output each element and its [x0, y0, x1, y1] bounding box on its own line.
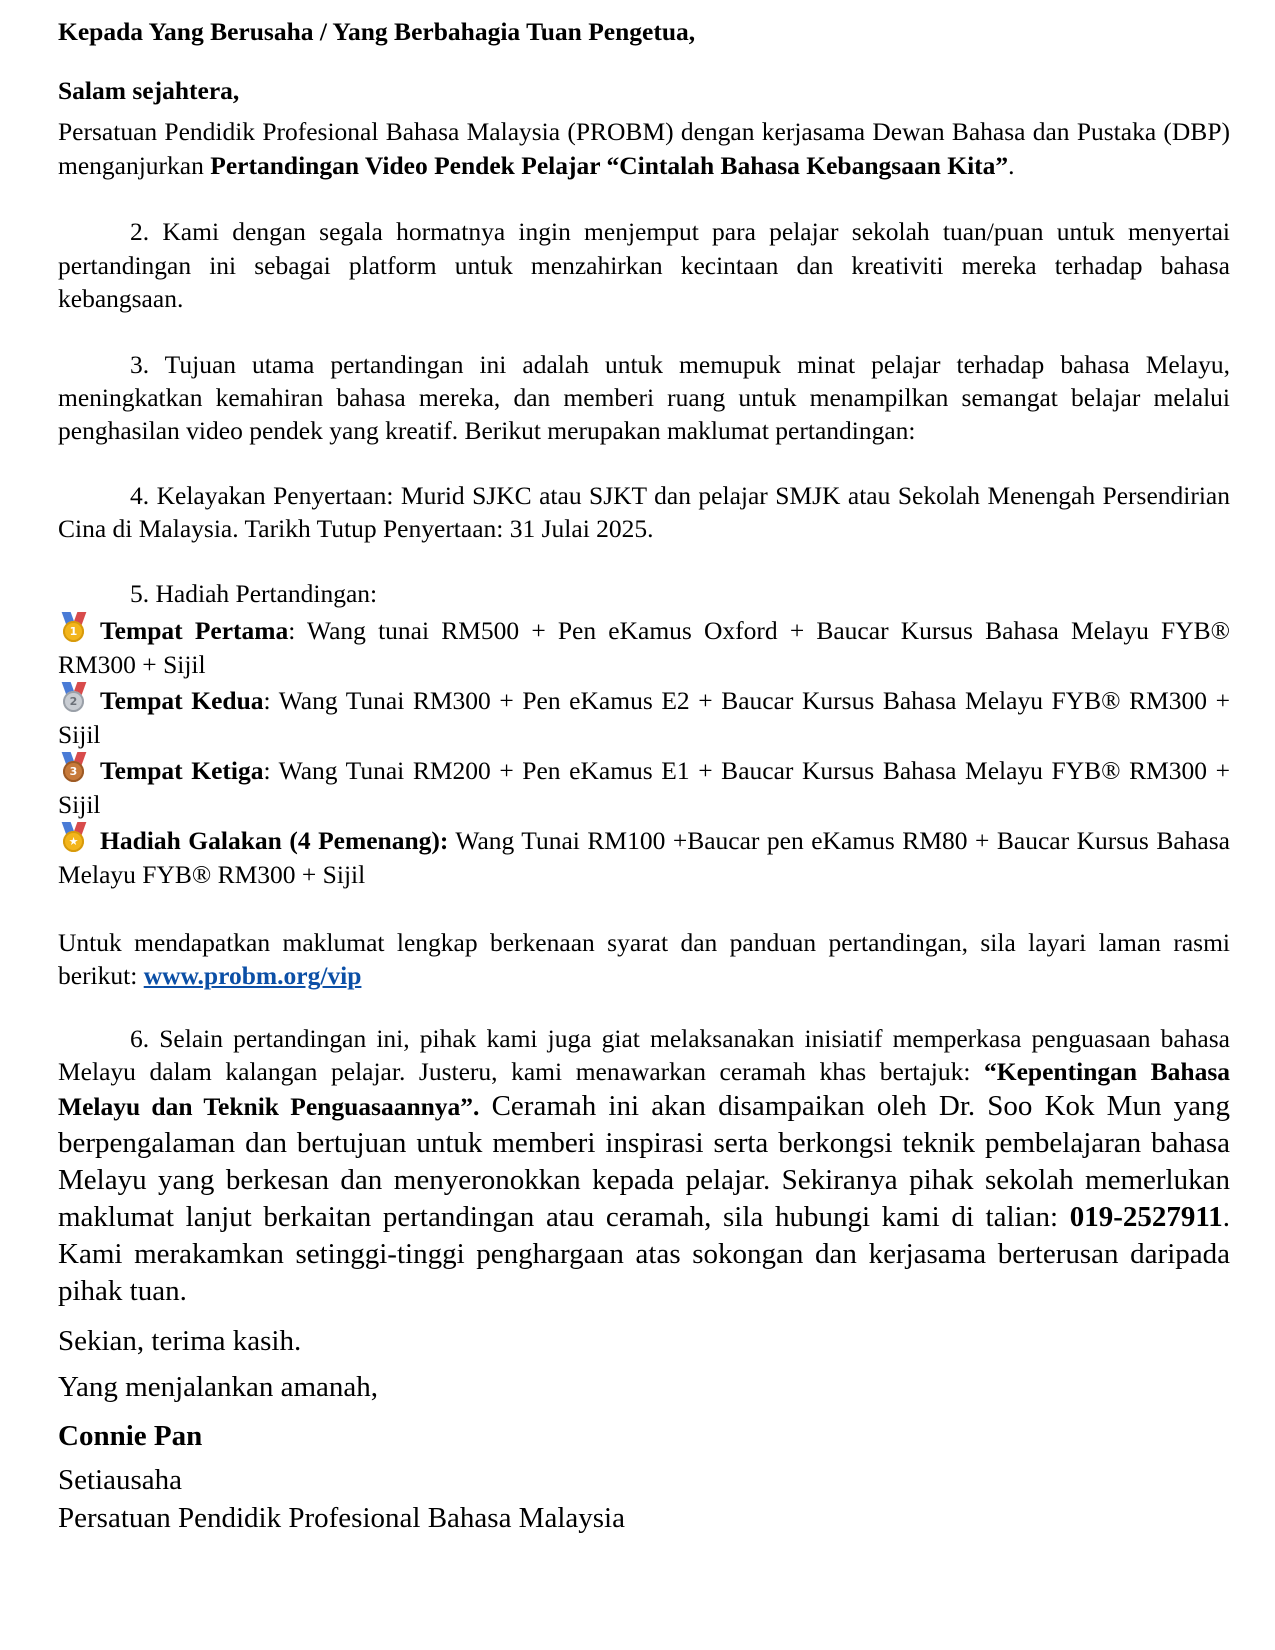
- signer-title: Setiausaha: [58, 1463, 183, 1496]
- prize-first: [58, 612, 1230, 682]
- info-text: Untuk mendapatkan maklumat lengkap berkenaan syarat dan panduan pertandingan, sila layari laman rasmi berikut:: [58, 927, 1230, 990]
- phone-number: 019-2527911: [1069, 1200, 1223, 1233]
- greeting: Salam sejahtera,: [58, 76, 240, 105]
- prize-detail: : Wang Tunai RM200 + Pen eKamus E1 + Baucar Kursus Bahasa Melayu FYB® RM300 + Sijil: [58, 755, 1230, 819]
- prizes-heading: 5. Hadiah Pertandingan:: [130, 578, 378, 608]
- prize-second: [58, 682, 1230, 752]
- second-place-medal-icon: 2: [62, 682, 86, 712]
- website-link[interactable]: www.probm.org/vip: [143, 960, 362, 990]
- closing-line: Sekian, terima kasih.: [58, 1324, 302, 1357]
- prize-title: Tempat Kedua: [100, 685, 264, 715]
- prize-encouragement: [58, 822, 1230, 892]
- info-paragraph: [58, 926, 1230, 992]
- intro-end: .: [1008, 151, 1015, 180]
- paragraph-6-body: Ceramah ini akan disampaikan oleh Dr. Soo Kok Mun yang berpengalaman dan bertujuan untuk memberi inspirasi serta berkongsi teknik pembelajaran bahasa Melayu yang berkesan dan menyeronokkan kepada pelajar. Sekiranya pihak sekolah memerlukan maklumat lanjut berkaitan pertandingan atau ceramah, sila hubungi kami di talian:: [58, 1089, 1230, 1233]
- closing-line-2: Yang menjalankan amanah,: [58, 1370, 378, 1403]
- prize-title: Tempat Ketiga: [100, 755, 264, 785]
- talk-title: “Kepentingan Bahasa Melayu dan Teknik Penguasaannya”.: [58, 1056, 1231, 1121]
- paragraph-4: 4. Kelayakan Penyertaan: Murid SJKC atau SJKT dan pelajar SMJK atau Sekolah Menengah Persendirian Cina di Malaysia. Tarikh Tutup Penyertaan: 31 Julai 2025.: [58, 480, 1230, 543]
- prize-detail: : Wang Tunai RM300 + Pen eKamus E2 + Baucar Kursus Bahasa Melayu FYB® RM300 + Sijil: [58, 685, 1231, 749]
- intro-paragraph: [58, 115, 1230, 183]
- signer-name: Connie Pan: [58, 1419, 203, 1452]
- signer-organization: Persatuan Pendidik Profesional Bahasa Malaysia: [58, 1501, 625, 1534]
- third-place-medal-icon: 3: [62, 752, 86, 782]
- salutation: Kepada Yang Berusaha / Yang Berbahagia Tuan Pengetua,: [58, 17, 696, 46]
- paragraph-2: 2. Kami dengan segala hormatnya ingin menjemput para pelajar sekolah tuan/puan untuk menyertai pertandingan ini sebagai platform untuk menzahirkan kecintaan dan kreativiti mereka terhadap bahasa kebangsaan.: [58, 217, 1230, 313]
- event-name: Pertandingan Video Pendek Pelajar “Cintalah Bahasa Kebangsaan Kita”: [210, 151, 1009, 180]
- prize-title: Hadiah Galakan (4 Pemenang):: [100, 825, 449, 855]
- medal-icon: ★: [62, 822, 86, 852]
- prize-title: Tempat Pertama: [100, 615, 289, 645]
- prize-third: [58, 752, 1230, 822]
- paragraph-3: 3. Tujuan utama pertandingan ini adalah untuk memupuk minat pelajar terhadap bahasa Melayu, meningkatkan kemahiran bahasa mereka, dan memberi ruang untuk menampilkan semangat belajar melalui penghasilan video pendek yang kreatif. Berikut merupakan maklumat pertandingan:: [58, 349, 1230, 445]
- paragraph-6: [58, 1022, 1230, 1310]
- first-place-medal-icon: 1: [62, 612, 86, 642]
- paragraph-6-end: . Kami merakamkan setinggi-tinggi penghargaan atas sokongan dan kerjasama berterusan daripada pihak tuan.: [58, 1200, 1230, 1307]
- prize-detail: Wang Tunai RM100 +Baucar pen eKamus RM80 + Baucar Kursus Bahasa Melayu FYB® RM300 + Sijil: [58, 825, 1230, 889]
- intro-text: Persatuan Pendidik Profesional Bahasa Malaysia (PROBM) dengan kerjasama Dewan Bahasa dan Pustaka (DBP) menganjurkan: [58, 117, 1230, 180]
- letter-body: [58, 14, 1230, 1537]
- prize-detail: : Wang tunai RM500 + Pen eKamus Oxford + Baucar Kursus Bahasa Melayu FYB® RM300 + Sijil: [58, 615, 1230, 679]
- paragraph-6-text: 6. Selain pertandingan ini, pihak kami juga giat melaksanakan inisiatif memperkasa penguasaan bahasa Melayu dalam kalangan pelajar. Justeru, kami menawarkan ceramah khas bertajuk:: [58, 1023, 1230, 1086]
